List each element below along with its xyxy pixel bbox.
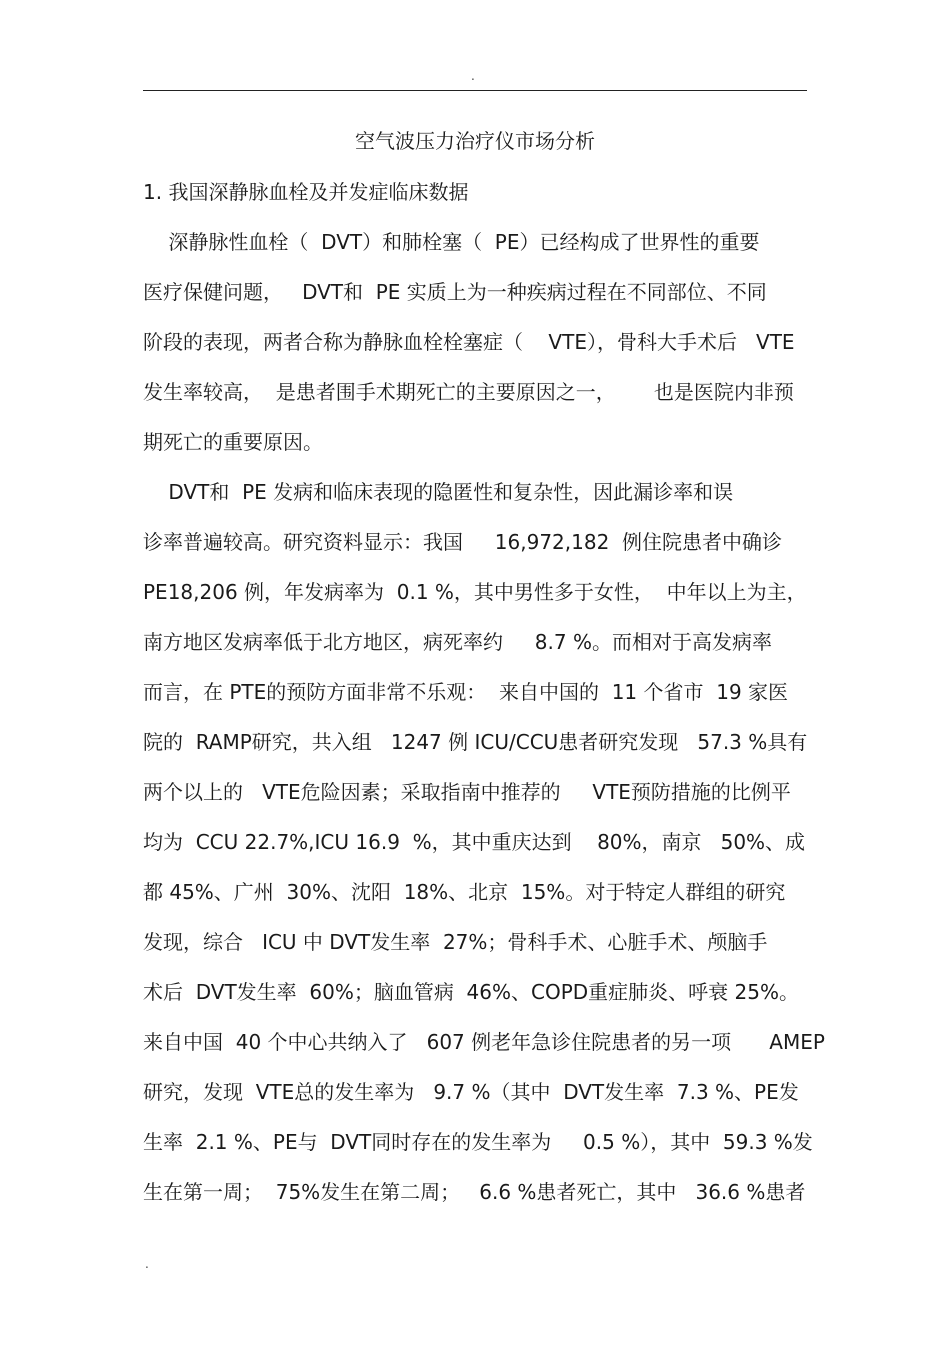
body-line: 而言，在 PTE的预防方面非常不乐观： 来自中国的 11 个省市 19 家医 (143, 680, 789, 704)
body-line: 院的 RAMP研究，共入组 1247 例 ICU/CCU患者研究发现 57.3 %具有 (143, 730, 808, 754)
body-line: 期死亡的重要原因。 (143, 430, 323, 454)
body-line: 南方地区发病率低于北方地区，病死率约 8.7 %。而相对于高发病率 (143, 630, 772, 654)
body-line: PE18,206 例，年发病率为 0.1 %，其中男性多于女性， 中年以上为主， (143, 580, 807, 604)
header-rule (143, 90, 807, 91)
header-dot: . (471, 69, 475, 83)
body-line: 医疗保健问题， DVT和 PE 实质上为一种疾病过程在不同部位、不同 (143, 280, 767, 304)
body-line: 诊率普遍较高。研究资料显示：我国 16,972,182 例住院患者中确诊 (143, 530, 783, 554)
body-line: DVT和 PE 发病和临床表现的隐匿性和复杂性，因此漏诊率和误 (143, 480, 734, 504)
body-line: 两个以上的 VTE危险因素；采取指南中推荐的 VTE预防措施的比例平 (143, 780, 791, 804)
body-line: 发现，综合 ICU 中 DVT发生率 27%；骨科手术、心脏手术、颅脑手 (143, 930, 768, 954)
body-line: 都 45%、广州 30%、沈阳 18%、北京 15%。对于特定人群组的研究 (143, 880, 786, 904)
body-line: 生率 2.1 %、PE与 DVT同时存在的发生率为 0.5 %），其中 59.3 %发 (143, 1130, 813, 1154)
body-line: 生在第一周； 75%发生在第二周； 6.6 %患者死亡，其中 36.6 %患者 (143, 1180, 806, 1204)
footer-dot: . (145, 1257, 149, 1271)
document-title: 空气波压力治疗仪市场分析 (355, 129, 595, 153)
body-line: 发生率较高， 是患者围手术期死亡的主要原因之一， 也是医院内非预 (143, 380, 794, 404)
body-line: 来自中国 40 个中心共纳入了 607 例老年急诊住院患者的另一项 AMEP (143, 1030, 825, 1054)
section-heading: 1. 我国深静脉血栓及并发症临床数据 (143, 180, 469, 204)
body-line: 深静脉性血栓（ DVT）和肺栓塞（ PE）已经构成了世界性的重要 (143, 230, 760, 254)
body-line: 均为 CCU 22.7%,ICU 16.9 %，其中重庆达到 80%，南京 50%、成 (143, 830, 806, 854)
body-line: 术后 DVT发生率 60%；脑血管病 46%、COPD重症肺炎、呼衰 25%。 (143, 980, 799, 1004)
body-line: 阶段的表现，两者合称为静脉血栓栓塞症（ VTE），骨科大手术后 VTE (143, 330, 795, 354)
body-line: 研究，发现 VTE总的发生率为 9.7 %（其中 DVT发生率 7.3 %、PE发 (143, 1080, 799, 1104)
